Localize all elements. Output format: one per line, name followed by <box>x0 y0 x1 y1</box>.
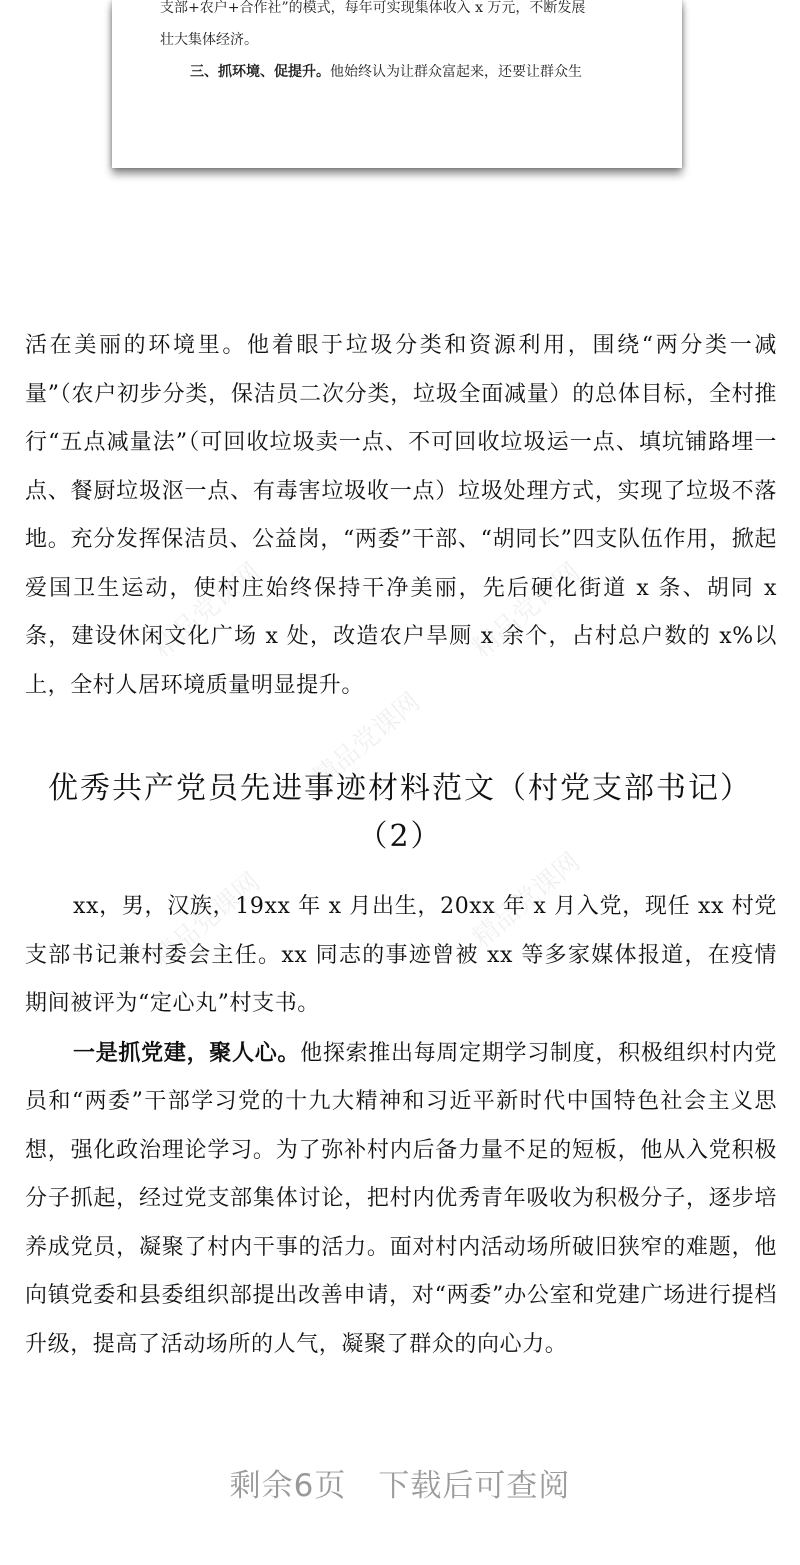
watermark: 精品党课网 <box>307 687 427 794</box>
preview-line-3-text: 他始终认为让群众富起来，还要让群众生 <box>330 64 582 80</box>
section2-body <box>25 883 777 1369</box>
preview-heading: 三、抓环境、促提升。 <box>190 64 330 80</box>
point1-paragraph <box>25 1029 777 1370</box>
section1-text: 活在美丽的环境里。他着眼于垃圾分类和资源利用，围绕“两分类一减量”（农户初步分类，保洁员二次分类，垃圾全面减量）的总体目标，全村推行“五点减量法”（可回收垃圾卖一点、不可回收垃圾运一点、填坑铺路埋一点、餐厨垃圾沤一点、有毒害垃圾收一点）垃圾处理方式，实现了垃圾不落地。充分发挥保洁员、公益岗，“两委”干部、“胡同长”四支队伍作用，掀起爱国卫生运动，使村庄始终保持干净美丽，先后硬化街道 x 条、胡同 x 条，建设休闲文化广场 x 处，改造农户旱厕 x 余个，占村总户数的 x%以上，全村人居环境质量明显提升。 <box>25 333 777 698</box>
section1-paragraph <box>25 322 777 710</box>
preview-line-1: 支部+农户+合作社”的模式，每年可实现集体收入 x 万元，不断发展 <box>160 0 586 16</box>
watermark: 精品党课网 <box>467 557 587 664</box>
point1-text: 他探索推出每周定期学习制度，积极组织村内党员和“两委”干部学习党的十九大精神和习近平新时代中国特色社会主义思想，强化政治理论学习。为了弥补村内后备力量不足的短板，他从入党积极分子抓起，经过党支部集体讨论，把村内优秀青年吸收为积极分子，逐步培养成党员，凝聚了村内干事的活力。面对村内活动场所破旧狭窄的难题，他向镇党委和县委组织部提出改善申请，对“两委”办公室和党建广场进行提档升级，提高了活动场所的人气，凝聚了群众的向心力。 <box>25 1040 777 1357</box>
watermark: 精品党课网 <box>467 847 587 954</box>
watermark: 精品党课网 <box>147 867 267 974</box>
download-to-view-label[interactable]: 下载后可查阅 <box>378 1468 571 1504</box>
title-line-1: 优秀共产党员先进事迹材料范文（村党支部书记） <box>48 771 752 806</box>
watermark: 精品党课网 <box>147 557 267 664</box>
remaining-pages-label: 剩余6页 <box>229 1468 347 1504</box>
document-title <box>0 765 800 861</box>
preview-line-2: 壮大集体经济。 <box>160 32 258 48</box>
download-prompt[interactable] <box>0 1460 800 1505</box>
intro-paragraph: xx，男，汉族，19xx 年 x 月出生，20xx 年 x 月入党，现任 xx 村党支部书记兼村委会主任。xx 同志的事迹曾被 xx 等多家媒体报道，在疫情期间被评为“定心丸”村支书。 <box>25 894 777 1016</box>
document-preview-card <box>112 0 682 168</box>
title-line-2: （2） <box>357 819 443 854</box>
point1-heading: 一是抓党建，聚人心。 <box>73 1039 301 1066</box>
preview-line-3 <box>190 62 690 82</box>
